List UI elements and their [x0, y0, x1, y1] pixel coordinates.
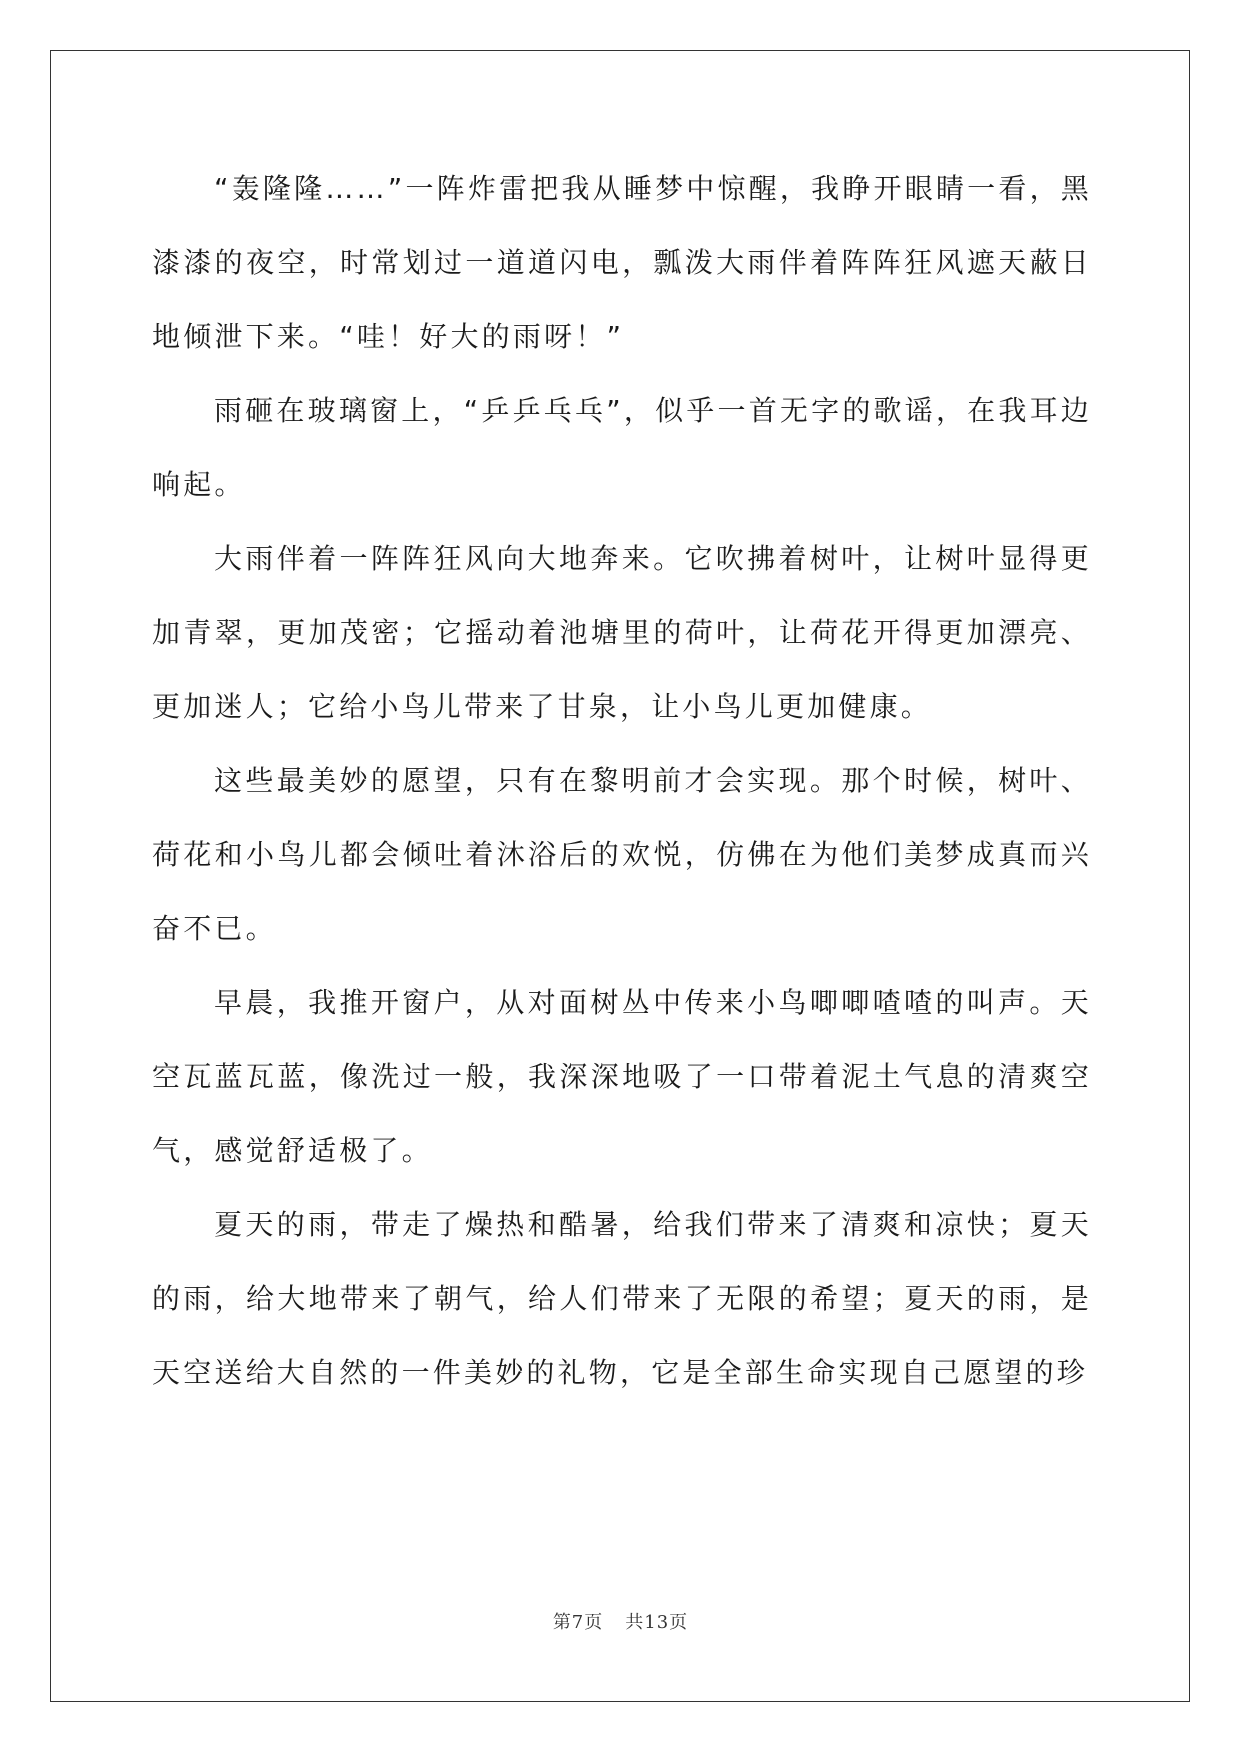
paragraph-6: 夏天的雨，带走了燥热和酷暑，给我们带来了清爽和凉快；夏天的雨，给大地带来了朝气，给人们带来了无限的希望；夏天的雨，是天空送给大自然的一件美妙的礼物，它是全部生命实现自己愿望的珍 [152, 1208, 1092, 1389]
paragraph-2: 雨砸在玻璃窗上，“乒乒乓乓”，似乎一首无字的歌谣，在我耳边响起。 [152, 394, 1092, 501]
paragraph-5: 早晨，我推开窗户，从对面树丛中传来小鸟唧唧喳喳的叫声。天空瓦蓝瓦蓝，像洗过一般，我深深地吸了一口带着泥土气息的清爽空气，感觉舒适极了。 [152, 986, 1092, 1167]
paragraph-4: 这些最美妙的愿望，只有在黎明前才会实现。那个时候，树叶、荷花和小鸟儿都会倾吐着沐浴后的欢悦，仿佛在为他们美梦成真而兴奋不已。 [152, 764, 1092, 945]
paragraph-1: “轰隆隆……”一阵炸雷把我从睡梦中惊醒，我睁开眼睛一看，黑漆漆的夜空，时常划过一道道闪电，瓢泼大雨伴着阵阵狂风遮天蔽日地倾泄下来。“哇！好大的雨呀！” [152, 172, 1092, 353]
document-body [152, 152, 1092, 1410]
page-footer [0, 1608, 1241, 1634]
page-number-current: 第7页 [552, 1612, 604, 1633]
page-number-total: 共13页 [625, 1612, 689, 1633]
paragraph-3: 大雨伴着一阵阵狂风向大地奔来。它吹拂着树叶，让树叶显得更加青翠，更加茂密；它摇动着池塘里的荷叶，让荷花开得更加漂亮、更加迷人；它给小鸟儿带来了甘泉，让小鸟儿更加健康。 [152, 542, 1092, 723]
